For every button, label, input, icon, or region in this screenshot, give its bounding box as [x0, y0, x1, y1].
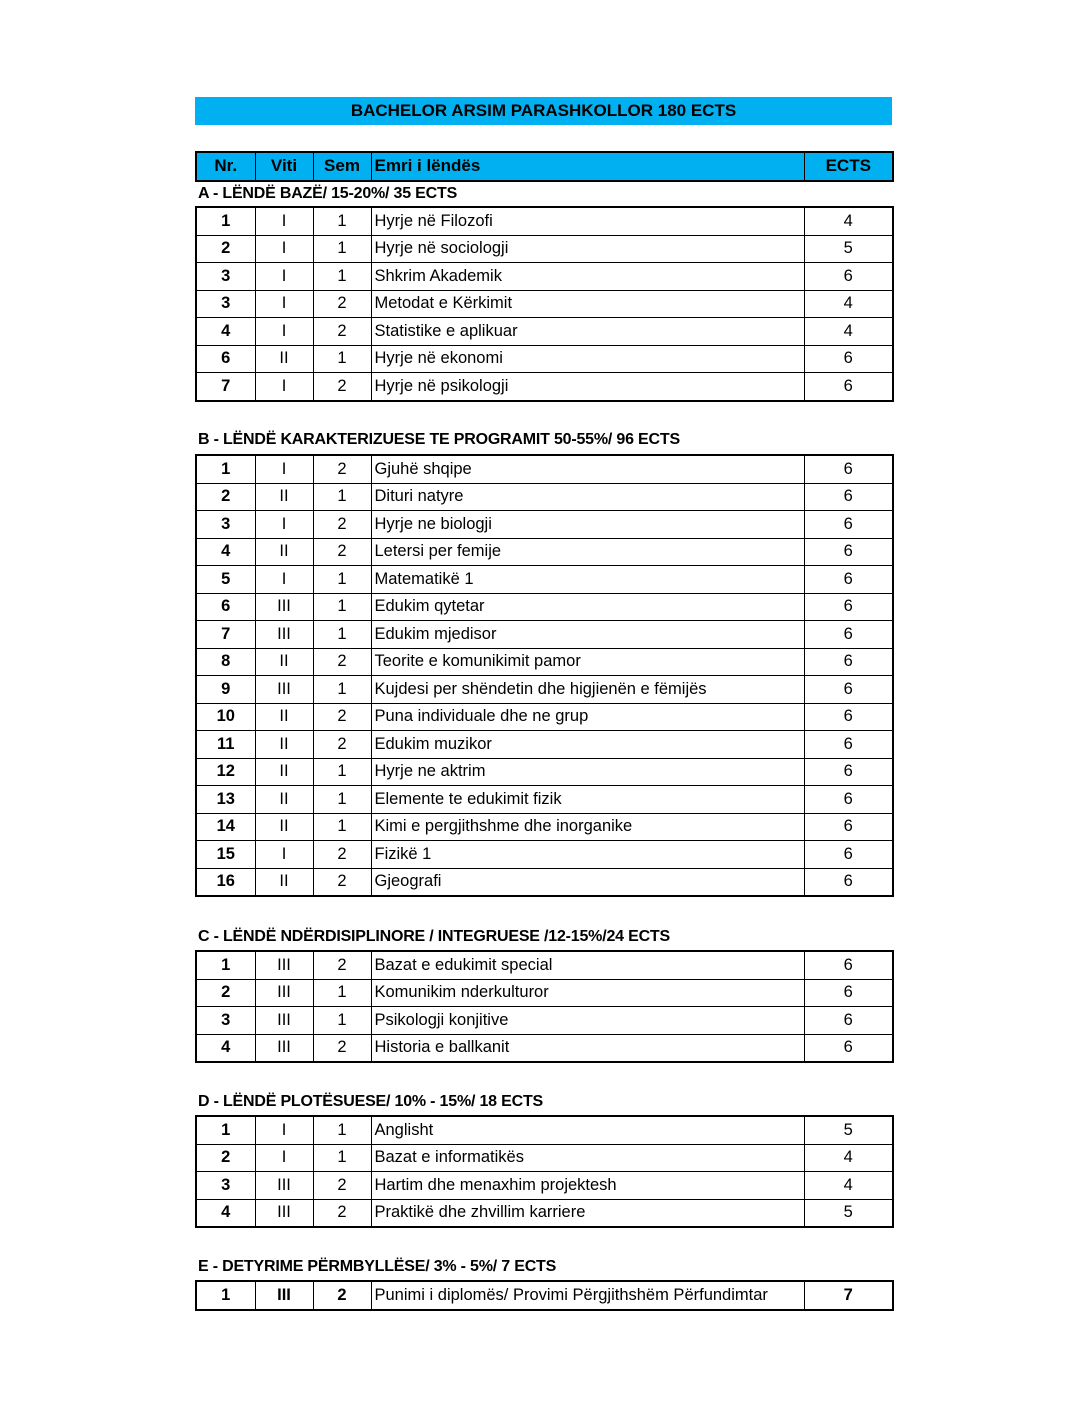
cell-viti: II [255, 868, 313, 896]
cell-sem: 1 [313, 593, 371, 621]
table-row [196, 511, 893, 539]
cell-sem: 1 [313, 621, 371, 649]
cell-sem: 2 [313, 318, 371, 346]
cell-nr: 6 [196, 345, 255, 373]
table-row [196, 813, 893, 841]
column-header-table [195, 151, 894, 182]
header-name: Emri i lëndës [371, 152, 804, 181]
cell-viti: I [255, 263, 313, 291]
cell-course-name: Praktikë dhe zhvillim karriere [371, 1199, 804, 1227]
cell-course-name: Edukim mjedisor [371, 621, 804, 649]
cell-sem: 2 [313, 290, 371, 318]
cell-course-name: Metodat e Kërkimit [371, 290, 804, 318]
cell-course-name: Fizikë 1 [371, 841, 804, 869]
table-row [196, 786, 893, 814]
cell-viti: I [255, 511, 313, 539]
cell-nr: 2 [196, 1144, 255, 1172]
cell-viti: III [255, 1199, 313, 1227]
cell-viti: II [255, 786, 313, 814]
cell-sem: 1 [313, 979, 371, 1007]
table-row [196, 648, 893, 676]
cell-sem: 1 [313, 1144, 371, 1172]
section-table-a [195, 206, 894, 402]
cell-sem: 2 [313, 538, 371, 566]
table-row [196, 318, 893, 346]
cell-course-name: Shkrim Akademik [371, 263, 804, 291]
cell-viti: III [255, 593, 313, 621]
cell-ects: 6 [804, 813, 893, 841]
cell-ects: 6 [804, 1007, 893, 1035]
section-title-d: D - LËNDË PLOTËSUESE/ 10% - 15%/ 18 ECTS [198, 1093, 543, 1110]
cell-sem: 2 [313, 511, 371, 539]
cell-nr: 10 [196, 703, 255, 731]
cell-viti: I [255, 1144, 313, 1172]
cell-nr: 3 [196, 511, 255, 539]
cell-nr: 3 [196, 290, 255, 318]
cell-ects: 5 [804, 235, 893, 263]
cell-ects: 6 [804, 345, 893, 373]
cell-viti: II [255, 813, 313, 841]
cell-viti: III [255, 951, 313, 979]
table-row [196, 841, 893, 869]
cell-course-name: Komunikim nderkulturor [371, 979, 804, 1007]
cell-ects: 6 [804, 566, 893, 594]
table-row [196, 1199, 893, 1227]
cell-ects: 6 [804, 758, 893, 786]
section-title-a: A - LËNDË BAZË/ 15-20%/ 35 ECTS [198, 185, 458, 202]
table-row [196, 1172, 893, 1200]
cell-ects: 4 [804, 1144, 893, 1172]
cell-ects: 6 [804, 786, 893, 814]
cell-viti: III [255, 676, 313, 704]
cell-nr: 13 [196, 786, 255, 814]
cell-viti: III [255, 1281, 313, 1310]
cell-viti: II [255, 345, 313, 373]
cell-viti: III [255, 1172, 313, 1200]
cell-viti: III [255, 979, 313, 1007]
cell-sem: 2 [313, 703, 371, 731]
section-title-b: B - LËNDË KARAKTERIZUESE TE PROGRAMIT 50-55%/ 96 ECTS [198, 431, 680, 448]
cell-viti: I [255, 455, 313, 483]
cell-sem: 1 [313, 483, 371, 511]
cell-course-name: Edukim qytetar [371, 593, 804, 621]
cell-viti: II [255, 758, 313, 786]
table-row [196, 455, 893, 483]
table-row [196, 676, 893, 704]
cell-ects: 6 [804, 951, 893, 979]
table-row [196, 566, 893, 594]
cell-nr: 6 [196, 593, 255, 621]
cell-nr: 9 [196, 676, 255, 704]
table-row [196, 868, 893, 896]
cell-sem: 1 [313, 813, 371, 841]
cell-course-name: Letersi per femije [371, 538, 804, 566]
cell-nr: 4 [196, 538, 255, 566]
table-row [196, 1007, 893, 1035]
cell-course-name: Bazat e informatikës [371, 1144, 804, 1172]
table-row [196, 703, 893, 731]
table-row [196, 207, 893, 235]
cell-sem: 1 [313, 235, 371, 263]
cell-nr: 4 [196, 1199, 255, 1227]
cell-sem: 1 [313, 1116, 371, 1144]
table-row [196, 1144, 893, 1172]
cell-viti: I [255, 207, 313, 235]
cell-nr: 3 [196, 1172, 255, 1200]
cell-ects: 6 [804, 455, 893, 483]
table-row [196, 758, 893, 786]
cell-sem: 1 [313, 786, 371, 814]
cell-ects: 4 [804, 1172, 893, 1200]
cell-sem: 2 [313, 1172, 371, 1200]
table-row [196, 731, 893, 759]
table-row [196, 345, 893, 373]
table-row [196, 979, 893, 1007]
cell-ects: 6 [804, 1034, 893, 1062]
table-row [196, 235, 893, 263]
cell-viti: I [255, 235, 313, 263]
cell-course-name: Matematikë 1 [371, 566, 804, 594]
cell-nr: 5 [196, 566, 255, 594]
cell-course-name: Elemente te edukimit fizik [371, 786, 804, 814]
table-row [196, 951, 893, 979]
cell-nr: 4 [196, 1034, 255, 1062]
cell-nr: 3 [196, 263, 255, 291]
cell-nr: 1 [196, 1116, 255, 1144]
header-viti: Viti [255, 152, 313, 181]
cell-course-name: Edukim muzikor [371, 731, 804, 759]
cell-ects: 4 [804, 318, 893, 346]
cell-course-name: Psikologji konjitive [371, 1007, 804, 1035]
table-row [196, 290, 893, 318]
program-title: BACHELOR ARSIM PARASHKOLLOR 180 ECTS [195, 97, 892, 125]
cell-ects: 6 [804, 979, 893, 1007]
cell-sem: 2 [313, 455, 371, 483]
cell-course-name: Hyrje në psikologji [371, 373, 804, 401]
cell-course-name: Statistike e aplikuar [371, 318, 804, 346]
cell-nr: 12 [196, 758, 255, 786]
cell-ects: 6 [804, 841, 893, 869]
cell-course-name: Hartim dhe menaxhim projektesh [371, 1172, 804, 1200]
cell-ects: 4 [804, 290, 893, 318]
cell-sem: 1 [313, 566, 371, 594]
cell-viti: III [255, 1034, 313, 1062]
cell-sem: 2 [313, 648, 371, 676]
cell-sem: 2 [313, 731, 371, 759]
section-title-c: C - LËNDË NDËRDISIPLINORE / INTEGRUESE /12-15%/24 ECTS [198, 928, 670, 945]
cell-sem: 1 [313, 758, 371, 786]
cell-viti: II [255, 703, 313, 731]
cell-nr: 2 [196, 483, 255, 511]
cell-ects: 6 [804, 593, 893, 621]
table-row [196, 483, 893, 511]
cell-ects: 6 [804, 263, 893, 291]
section-title-e: E - DETYRIME PËRMBYLLËSE/ 3% - 5%/ 7 ECTS [198, 1258, 557, 1275]
cell-course-name: Kimi e pergjithshme dhe inorganike [371, 813, 804, 841]
cell-ects: 7 [804, 1281, 893, 1310]
cell-sem: 2 [313, 841, 371, 869]
cell-nr: 3 [196, 1007, 255, 1035]
cell-nr: 14 [196, 813, 255, 841]
cell-course-name: Anglisht [371, 1116, 804, 1144]
cell-course-name: Bazat e edukimit special [371, 951, 804, 979]
cell-course-name: Historia e ballkanit [371, 1034, 804, 1062]
cell-viti: II [255, 731, 313, 759]
cell-nr: 16 [196, 868, 255, 896]
cell-course-name: Hyrje në ekonomi [371, 345, 804, 373]
cell-course-name: Gjeografi [371, 868, 804, 896]
cell-sem: 1 [313, 345, 371, 373]
cell-nr: 1 [196, 1281, 255, 1310]
table-row [196, 1034, 893, 1062]
cell-nr: 7 [196, 621, 255, 649]
table-row [196, 1116, 893, 1144]
header-nr: Nr. [196, 152, 255, 181]
cell-sem: 2 [313, 373, 371, 401]
cell-ects: 6 [804, 868, 893, 896]
cell-viti: I [255, 290, 313, 318]
cell-ects: 6 [804, 703, 893, 731]
cell-sem: 1 [313, 207, 371, 235]
cell-nr: 2 [196, 235, 255, 263]
table-row [196, 621, 893, 649]
cell-sem: 2 [313, 868, 371, 896]
table-row [196, 593, 893, 621]
cell-nr: 7 [196, 373, 255, 401]
cell-course-name: Dituri natyre [371, 483, 804, 511]
cell-course-name: Hyrje në Filozofi [371, 207, 804, 235]
cell-course-name: Gjuhë shqipe [371, 455, 804, 483]
cell-viti: III [255, 621, 313, 649]
cell-sem: 1 [313, 263, 371, 291]
section-table-e [195, 1280, 894, 1311]
cell-sem: 1 [313, 676, 371, 704]
cell-nr: 1 [196, 455, 255, 483]
cell-nr: 1 [196, 207, 255, 235]
cell-ects: 5 [804, 1199, 893, 1227]
cell-viti: III [255, 1007, 313, 1035]
cell-sem: 2 [313, 1034, 371, 1062]
cell-sem: 1 [313, 1007, 371, 1035]
table-row [196, 373, 893, 401]
cell-viti: I [255, 318, 313, 346]
cell-nr: 2 [196, 979, 255, 1007]
cell-ects: 6 [804, 621, 893, 649]
cell-nr: 15 [196, 841, 255, 869]
cell-nr: 8 [196, 648, 255, 676]
cell-viti: II [255, 483, 313, 511]
cell-course-name: Punimi i diplomës/ Provimi Përgjithshëm Përfundimtar [371, 1281, 804, 1310]
cell-viti: I [255, 373, 313, 401]
cell-nr: 11 [196, 731, 255, 759]
cell-viti: II [255, 538, 313, 566]
table-row [196, 263, 893, 291]
header-sem: Sem [313, 152, 371, 181]
table-row [196, 1281, 893, 1310]
section-table-b [195, 454, 894, 897]
section-table-c [195, 950, 894, 1063]
cell-viti: I [255, 1116, 313, 1144]
cell-ects: 6 [804, 538, 893, 566]
cell-viti: II [255, 648, 313, 676]
table-row [196, 538, 893, 566]
cell-nr: 1 [196, 951, 255, 979]
cell-viti: I [255, 566, 313, 594]
cell-course-name: Hyrje ne biologji [371, 511, 804, 539]
cell-ects: 4 [804, 207, 893, 235]
cell-course-name: Hyrje në sociologji [371, 235, 804, 263]
cell-course-name: Hyrje ne aktrim [371, 758, 804, 786]
cell-ects: 6 [804, 373, 893, 401]
cell-ects: 6 [804, 511, 893, 539]
cell-ects: 6 [804, 483, 893, 511]
section-table-d [195, 1115, 894, 1228]
cell-ects: 6 [804, 731, 893, 759]
cell-course-name: Puna individuale dhe ne grup [371, 703, 804, 731]
header-ects: ECTS [804, 152, 893, 181]
cell-sem: 2 [313, 1281, 371, 1310]
cell-sem: 2 [313, 1199, 371, 1227]
column-header-row [196, 152, 893, 181]
cell-sem: 2 [313, 951, 371, 979]
cell-ects: 5 [804, 1116, 893, 1144]
cell-ects: 6 [804, 676, 893, 704]
cell-course-name: Teorite e komunikimit pamor [371, 648, 804, 676]
cell-nr: 4 [196, 318, 255, 346]
cell-ects: 6 [804, 648, 893, 676]
cell-viti: I [255, 841, 313, 869]
cell-course-name: Kujdesi per shëndetin dhe higjienën e fëmijës [371, 676, 804, 704]
